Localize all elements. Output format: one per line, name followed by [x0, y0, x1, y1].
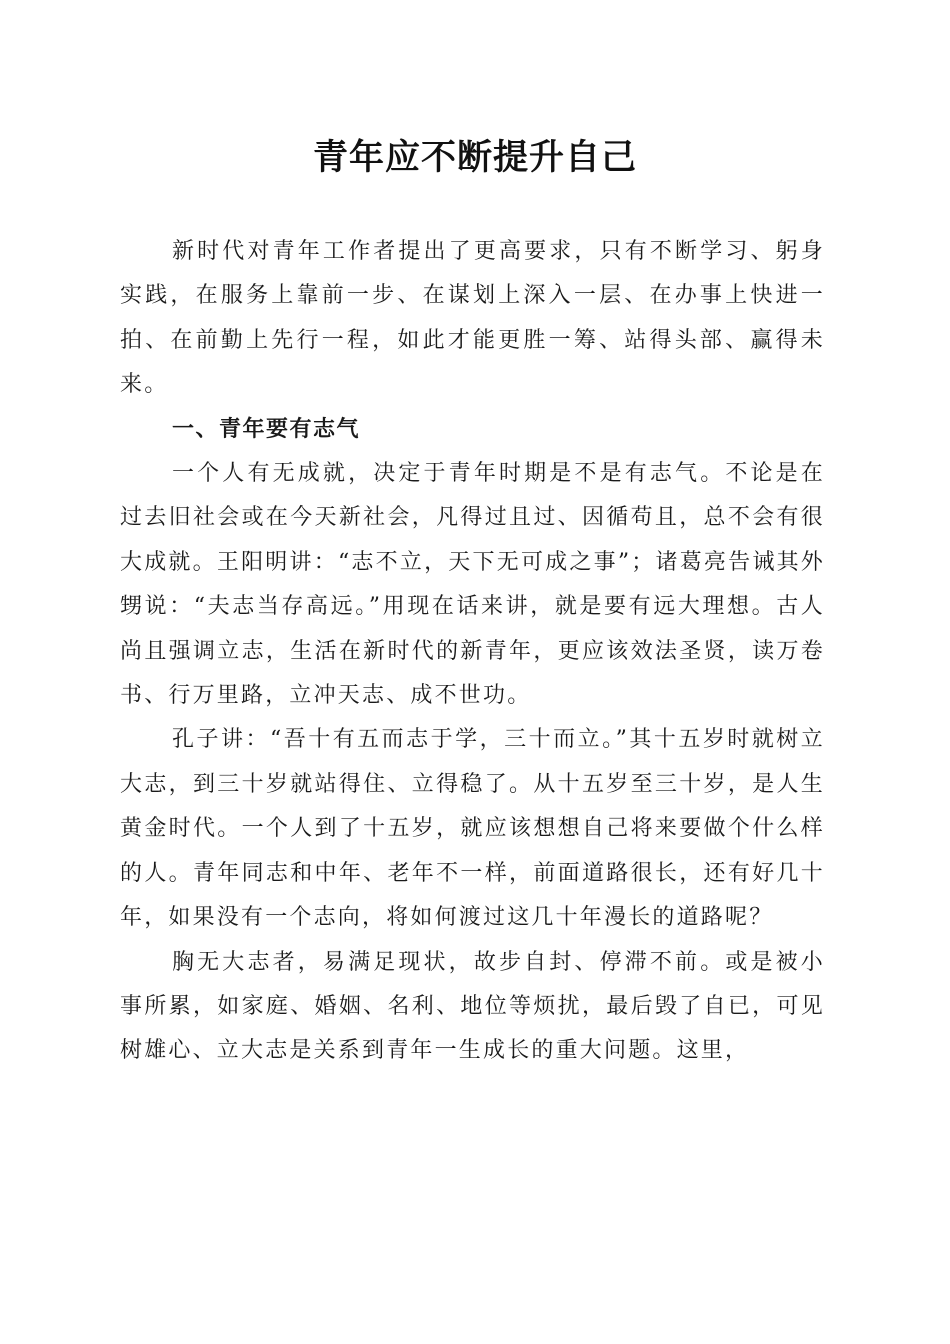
- document-body: [120, 230, 825, 1074]
- section-heading: 一、青年要有志气: [172, 416, 361, 442]
- section-paragraph-2: 孔子讲：“吾十有五而志于学，三十而立。”其十五岁时就树立大志，到三十岁就站得住、立得稳了。从十五岁至三十岁，是人生黄金时代。一个人到了十五岁，就应该想想自己将来要做个什么样的人。青年同志和中年、老年不一样，前面道路很长，还有好几十年，如果没有一个志向，将如何渡过这几十年漫长的道路呢？: [120, 727, 825, 931]
- document-title: 青年应不断提升自己: [312, 137, 637, 178]
- section-paragraph-3: 胸无大志者，易满足现状，故步自封、停滞不前。或是被小事所累，如家庭、婚姻、名利、地位等烦扰，最后毁了自已，可见树雄心、立大志是关系到青年一生成长的重大问题。这里，: [120, 949, 825, 1064]
- intro-paragraph: 新时代对青年工作者提出了更高要求，只有不断学习、躬身实践，在服务上靠前一步、在谋划上深入一层、在办事上快进一拍、在前勤上先行一程，如此才能更胜一筹、站得头部、赢得未来。: [120, 239, 825, 398]
- section-paragraph-1: 一个人有无成就，决定于青年时期是不是有志气。不论是在过去旧社会或在今天新社会，凡得过且过、因循苟且，总不会有很大成就。王阳明讲：“志不立，天下无可成之事”；诸葛亮告诫其外甥说：“夫志当存高远。”用现在话来讲，就是要有远大理想。古人尚且强调立志，生活在新时代的新青年，更应该效法圣贤，读万卷书、行万里路，立冲天志、成不世功。: [120, 461, 825, 709]
